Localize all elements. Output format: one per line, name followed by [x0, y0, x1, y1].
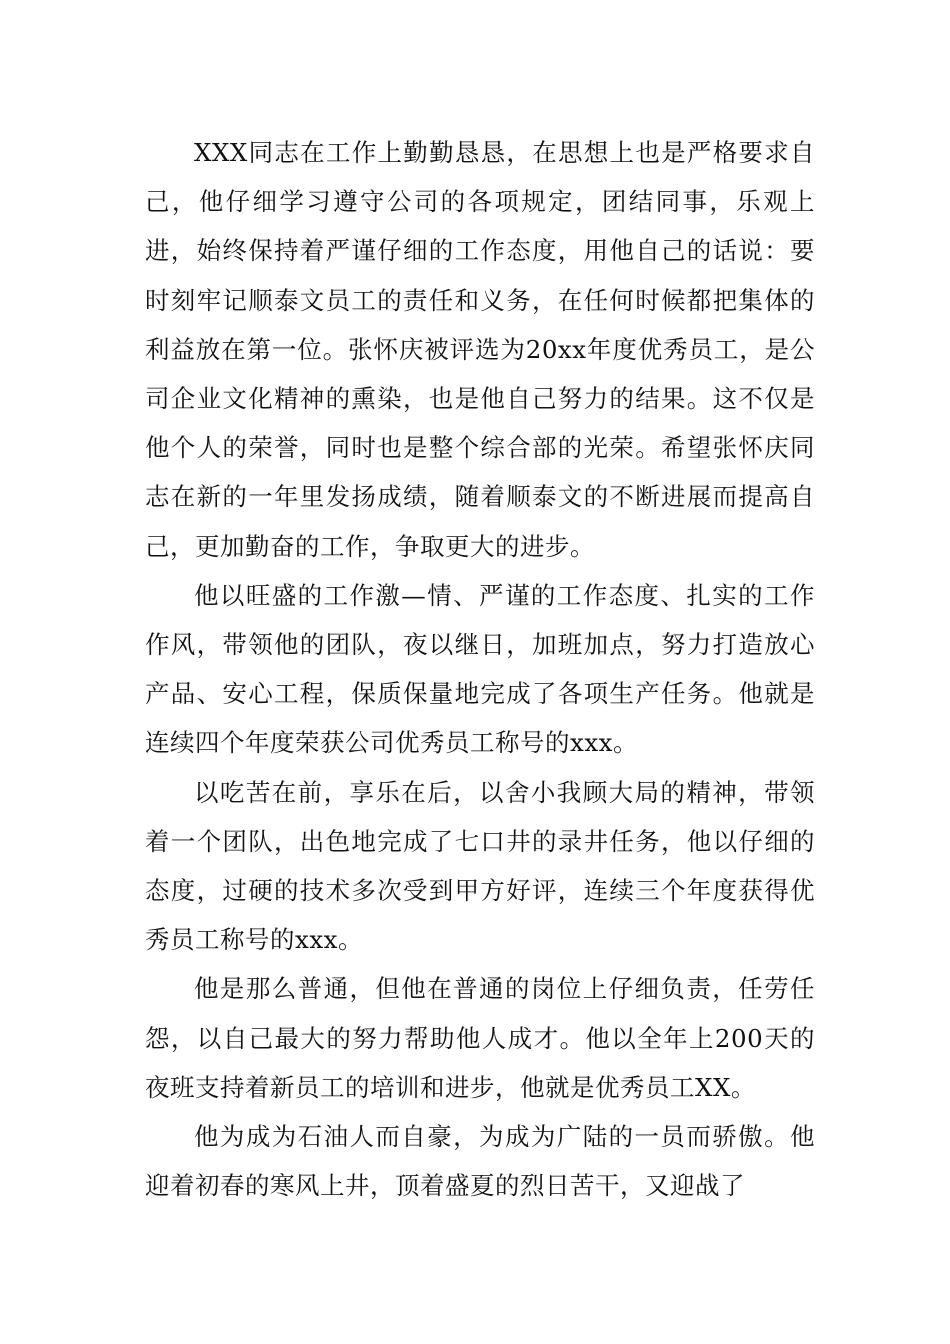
paragraph-1: XXX同志在工作上勤勤恳恳，在思想上也是严格要求自己，他仔细学习遵守公司的各项规定，团结同事，乐观上进，始终保持着严谨仔细的工作态度，用他自己的话说：要时刻牢记顺泰文员工的责任和义务，在任何时候都把集体的利益放在第一位。张怀庆被评选为20xx年度优秀员工，是公司企业文化精神的熏染，也是他自己努力的结果。这不仅是他个人的荣誉，同时也是整个综合部的光荣。希望张怀庆同志在新的一年里发扬成绩，随着顺泰文的不断进展而提高自己，更加勤奋的工作，争取更大的进步。: [145, 138, 815, 561]
paragraph-3: 以吃苦在前，享乐在后，以舍小我顾大局的精神，带领着一个团队，出色地完成了七口井的录井任务，他以仔细的态度，过硬的技术多次受到甲方好评，连续三个年度获得优秀员工称号的xxx。: [145, 777, 815, 955]
paragraph-5: 他为成为石油人而自豪，为成为广陆的一员而骄傲。他迎着初春的寒风上井，顶着盛夏的烈日苦干，又迎战了: [145, 1122, 815, 1201]
paragraph-2: 他以旺盛的工作激—情、严谨的工作态度、扎实的工作作风，带领他的团队，夜以继日，加班加点，努力打造放心产品、安心工程，保质保量地完成了各项生产任务。他就是连续四个年度荣获公司优秀员工称号的xxx。: [145, 580, 815, 758]
paragraph-4: 他是那么普通，但他在普通的岗位上仔细负责，任劳任怨，以自己最大的努力帮助他人成才。他以全年上200天的夜班支持着新员工的培训和进步，他就是优秀员工XX。: [145, 974, 815, 1102]
document-body: [145, 128, 815, 1210]
